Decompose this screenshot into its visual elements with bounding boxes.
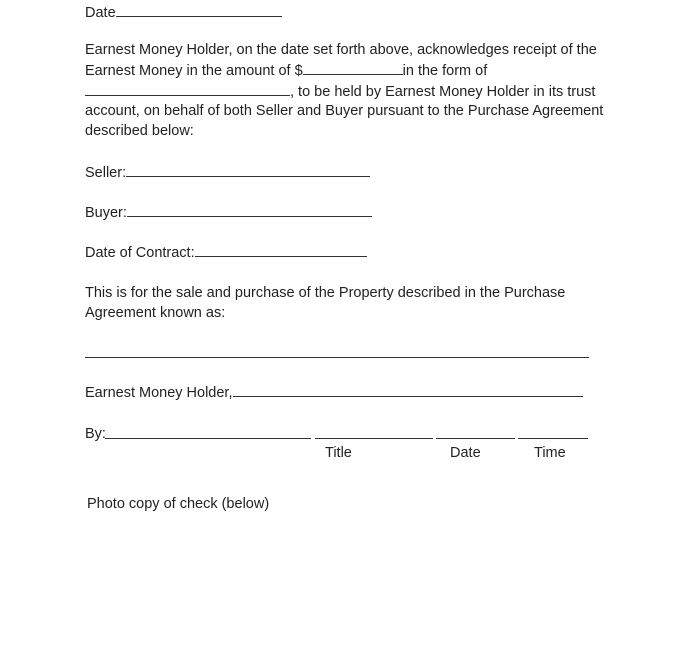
photo-copy-note: Photo copy of check (below): [87, 496, 270, 512]
receipt-text-line-3: [85, 81, 595, 102]
buyer-row: [85, 202, 372, 223]
property-text-line-2: Agreement known as:: [85, 305, 226, 321]
receipt-text-line-1: Earnest Money Holder, on the date set forth above, acknowledges receipt of the: [85, 42, 597, 58]
title-label: Title: [325, 445, 352, 461]
amount-field[interactable]: [303, 60, 403, 75]
holder-label: Earnest Money Holder,: [85, 385, 233, 401]
property-text-line-1: This is for the sale and purchase of the Property described in the Purchase: [85, 285, 566, 301]
seller-field[interactable]: [126, 162, 370, 177]
receipt-text-line-4: account, on behalf of both Seller and Buyer pursuant to the Purchase Agreement: [85, 103, 604, 119]
contract-date-label: Date of Contract:: [85, 245, 195, 261]
amount-suffix: in the form of: [402, 63, 488, 79]
date-label: Date: [85, 5, 116, 21]
seller-label: Seller:: [85, 165, 127, 181]
receipt-text-line-2: [85, 60, 487, 81]
contract-date-field[interactable]: [195, 242, 367, 257]
holder-field[interactable]: [233, 382, 583, 397]
buyer-field[interactable]: [127, 202, 372, 217]
date-row: [85, 2, 282, 23]
seller-row: [85, 162, 370, 183]
time-field[interactable]: [518, 438, 588, 439]
buyer-label: Buyer:: [85, 205, 127, 221]
date-field[interactable]: [116, 2, 282, 17]
title-field[interactable]: [315, 438, 433, 439]
property-description-field[interactable]: [85, 357, 589, 358]
by-row: [85, 424, 106, 444]
holder-row: [85, 382, 583, 403]
sign-date-label: Date: [450, 445, 481, 461]
contract-date-row: [85, 242, 367, 263]
receipt-text-line-5: described below:: [85, 123, 194, 139]
amount-prefix: Earnest Money in the amount of $: [85, 63, 303, 79]
trust-text: , to be held by Earnest Money Holder in its trust: [290, 84, 596, 100]
sign-date-field[interactable]: [436, 438, 515, 439]
signature-field[interactable]: [105, 438, 311, 439]
time-label: Time: [534, 445, 566, 461]
payment-form-field[interactable]: [85, 81, 290, 96]
by-label: By:: [85, 426, 106, 442]
